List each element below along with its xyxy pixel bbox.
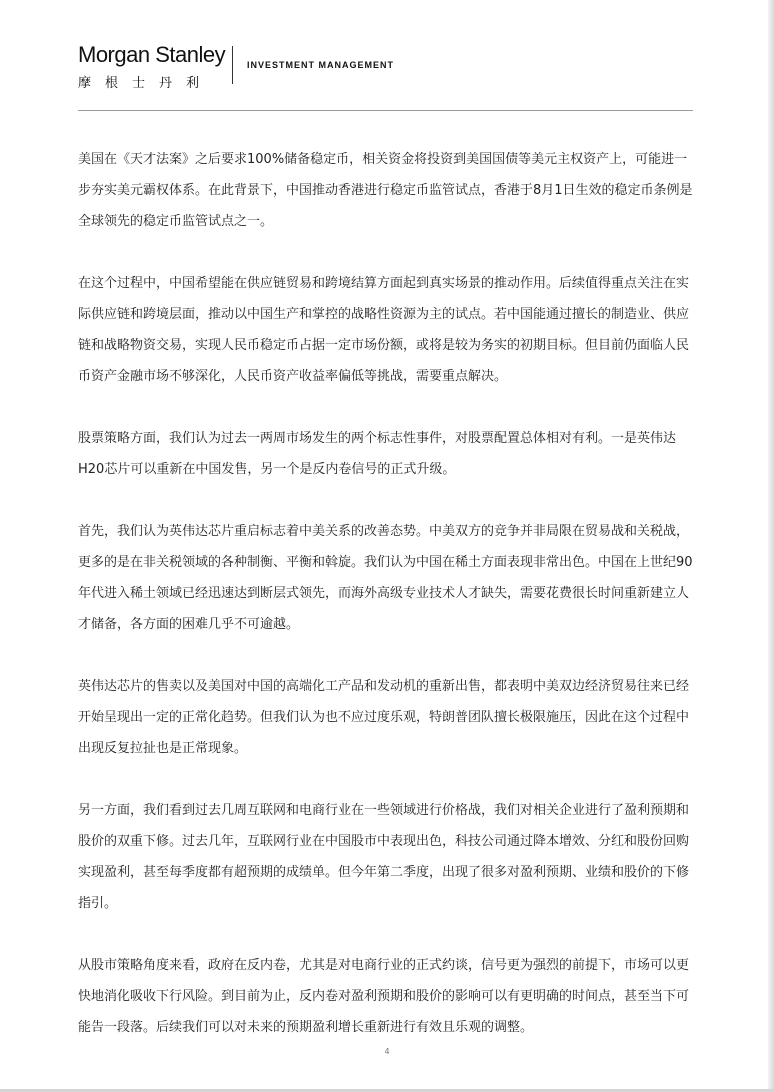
header-rule [78,110,693,111]
brand-divider [232,46,233,84]
page-edge-shadow [768,0,774,1092]
paragraph-supply-chain-settlement: 在这个过程中，中国希望能在供应链贸易和跨境结算方面起到真实场景的推动作用。后续值得重点关注在实际供应链和跨境层面，推动以中国生产和掌控的战略性资源为主的试点。若中国能通过擅长的制造业、供应链和战略物资交易，实现人民币稳定币占据一定市场份额，或将是较为务实的初期目标。但目前仍面临人民币资产金融市场不够深化，人民币资产收益率偏低等挑战，需要重点解决。 [78,276,690,384]
paragraph-equity-strategy: 股票策略方面，我们认为过去一两周市场发生的两个标志性事件，对股票配置总体相对有利。一是英伟达H20芯片可以重新在中国发售，另一个是反内卷信号的正式升级。 [78,431,677,477]
brand-logo-chinese: 摩根士丹利 [78,76,214,91]
page-number: 4 [384,1047,390,1056]
brand-logo-english: Morgan Stanley [78,42,226,67]
paragraph-anti-involution: 从股市策略角度来看，政府在反内卷，尤其是对电商行业的正式约谈，信号更为强烈的前提下，市场可以更快地消化吸收下行风险。到目前为止，反内卷对盈利预期和股价的影响可以有更明确的时间点，甚至当下可能告一段落。后续我们可以对未来的预期盈利增长重新进行有效且乐观的调整。 [78,958,690,1035]
paragraph-us-china-relations: 首先，我们认为英伟达芯片重启标志着中美关系的改善态势。中美双方的竞争并非局限在贸易战和关税战，更多的是在非关税领域的各种制衡、平衡和斡旋。我们认为中国在稀土方面表现非常出色。中国在上世纪90年代进入稀土领域已经迅速达到断层式领先，而海外高级专业技术人才缺失，需要花费很长时间重新建立人才储备，各方面的困难几乎不可逾越。 [78,524,693,632]
paragraph-stablecoin-regulation: 美国在《天才法案》之后要求100%储备稳定币，相关资金将投资到美国国债等美元主权资产上，可能进一步夯实美元霸权体系。在此背景下，中国推动香港进行稳定币监管试点，香港于8月1日生效的稳定币条例是全球领先的稳定币监管试点之一。 [78,152,693,229]
paragraph-trade-normalization: 英伟达芯片的售卖以及美国对中国的高端化工产品和发动机的重新出售，都表明中美双边经济贸易往来已经开始呈现出一定的正常化趋势。但我们认为也不应过度乐观，特朗普团队擅长极限施压，因此在这个过程中出现反复拉扯也是正常现象。 [78,679,690,756]
department-label: INVESTMENT MANAGEMENT [247,60,394,70]
document-header [78,42,692,112]
paragraph-internet-price-war: 另一方面，我们看到过去几周互联网和电商行业在一些领域进行价格战，我们对相关企业进行了盈利预期和股价的双重下修。过去几年，互联网行业在中国股市中表现出色，科技公司通过降本增效、分红和股份回购实现盈利，甚至每季度都有超预期的成绩单。但今年第二季度，出现了很多对盈利预期、业绩和股价的下修指引。 [78,803,690,911]
document-body [78,144,693,1074]
